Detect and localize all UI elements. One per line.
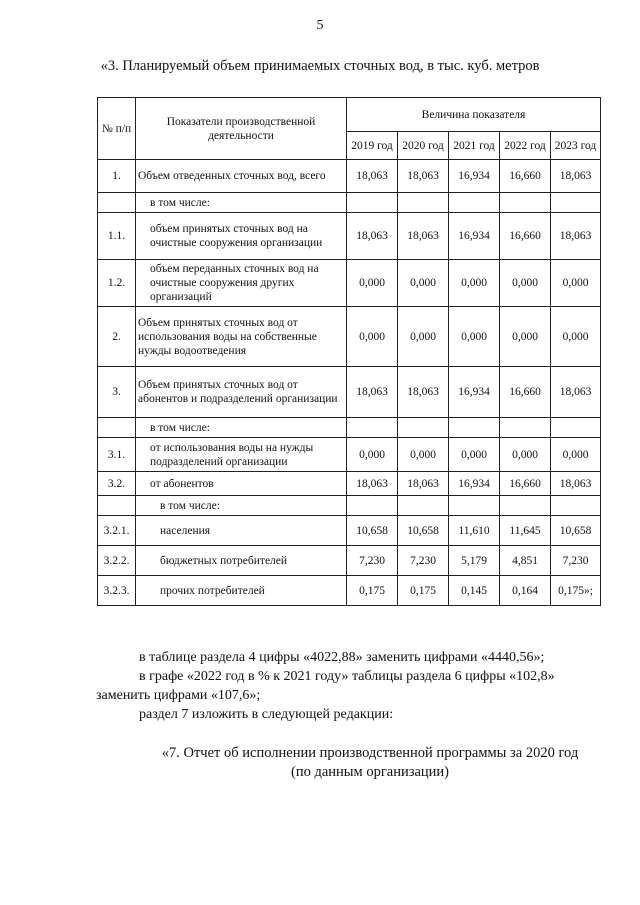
row-value: 18,063 xyxy=(551,160,601,193)
row-value: 16,660 xyxy=(500,472,551,496)
row-value xyxy=(347,418,398,438)
row-value: 0,000 xyxy=(551,307,601,367)
row-value: 18,063 xyxy=(551,213,601,260)
row-value: 0,000 xyxy=(449,438,500,472)
row-value xyxy=(500,496,551,516)
section-title: «3. Планируемый объем принимаемых сточных вод, в тыс. куб. метров xyxy=(100,58,540,74)
row-value: 7,230 xyxy=(347,546,398,576)
row-label: прочих потребителей xyxy=(136,576,347,606)
row-value: 0,000 xyxy=(551,260,601,307)
row-value: 0,175 xyxy=(347,576,398,606)
row-value: 16,660 xyxy=(500,213,551,260)
row-number xyxy=(98,193,136,213)
row-number: 1.2. xyxy=(98,260,136,307)
row-value xyxy=(398,418,449,438)
header-indicator: Показатели производственной деятельности xyxy=(136,98,347,160)
row-label: объем переданных сточных вод на очистные сооружения других организаций xyxy=(136,260,347,307)
closing-title xyxy=(140,744,600,782)
table-row xyxy=(98,496,601,516)
row-label: в том числе: xyxy=(136,418,347,438)
row-value: 18,063 xyxy=(551,472,601,496)
row-value: 16,934 xyxy=(449,213,500,260)
row-value: 4,851 xyxy=(500,546,551,576)
row-value: 18,063 xyxy=(347,213,398,260)
row-value: 0,000 xyxy=(347,260,398,307)
page-number: 5 xyxy=(316,18,324,33)
row-label: объем принятых сточных вод на очистные сооружения организации xyxy=(136,213,347,260)
paragraph-1: в таблице раздела 4 цифры «4022,88» заменить цифрами «4440,56»; xyxy=(139,650,545,665)
row-value: 10,658 xyxy=(398,516,449,546)
row-label: населения xyxy=(136,516,347,546)
row-value: 5,179 xyxy=(449,546,500,576)
table-row xyxy=(98,576,601,606)
row-value: 18,063 xyxy=(398,472,449,496)
table-row xyxy=(98,438,601,472)
table-row xyxy=(98,193,601,213)
row-number: 3.1. xyxy=(98,438,136,472)
row-value: 18,063 xyxy=(398,213,449,260)
table-row xyxy=(98,213,601,260)
row-value: 16,934 xyxy=(449,472,500,496)
row-value xyxy=(449,193,500,213)
row-value: 7,230 xyxy=(398,546,449,576)
row-value xyxy=(449,496,500,516)
row-number: 3.2. xyxy=(98,472,136,496)
table-row xyxy=(98,546,601,576)
row-value: 0,175»; xyxy=(551,576,601,606)
closing-title-line1: «7. Отчет об исполнении производственной программы за 2020 год xyxy=(161,745,579,761)
row-value xyxy=(500,418,551,438)
row-value xyxy=(551,418,601,438)
row-value xyxy=(449,418,500,438)
wastewater-table xyxy=(97,97,601,606)
row-value: 18,063 xyxy=(551,367,601,418)
paragraph-3: раздел 7 изложить в следующей редакции: xyxy=(139,707,394,722)
row-value: 0,000 xyxy=(500,260,551,307)
header-year: 2019 год xyxy=(347,132,398,160)
row-number: 2. xyxy=(98,307,136,367)
header-year: 2022 год xyxy=(500,132,551,160)
closing-title-line2: (по данным организации) xyxy=(290,764,449,780)
row-value xyxy=(347,193,398,213)
row-value: 16,660 xyxy=(500,160,551,193)
row-value: 0,000 xyxy=(500,307,551,367)
row-value xyxy=(398,496,449,516)
header-num: № п/п xyxy=(98,98,136,160)
row-value: 0,000 xyxy=(551,438,601,472)
row-value: 0,000 xyxy=(398,260,449,307)
row-label: от использования воды на нужды подразделений организации xyxy=(136,438,347,472)
row-value: 10,658 xyxy=(551,516,601,546)
header-value-group: Величина показателя xyxy=(347,98,601,132)
row-value: 0,000 xyxy=(398,307,449,367)
table-row xyxy=(98,307,601,367)
table-row xyxy=(98,472,601,496)
row-value xyxy=(398,193,449,213)
header-year: 2023 год xyxy=(551,132,601,160)
row-value: 0,175 xyxy=(398,576,449,606)
row-value: 18,063 xyxy=(398,160,449,193)
row-value: 0,000 xyxy=(347,307,398,367)
row-value xyxy=(551,496,601,516)
row-value: 18,063 xyxy=(347,472,398,496)
row-value: 18,063 xyxy=(347,367,398,418)
row-value: 18,063 xyxy=(347,160,398,193)
row-label: Объем отведенных сточных вод, всего xyxy=(136,160,347,193)
table-row xyxy=(98,418,601,438)
table-row xyxy=(98,160,601,193)
row-number: 3.2.3. xyxy=(98,576,136,606)
row-label: бюджетных потребителей xyxy=(136,546,347,576)
row-value: 0,164 xyxy=(500,576,551,606)
row-number xyxy=(98,496,136,516)
row-value: 18,063 xyxy=(398,367,449,418)
row-value: 0,000 xyxy=(449,307,500,367)
row-value: 0,145 xyxy=(449,576,500,606)
row-label: в том числе: xyxy=(136,496,347,516)
row-value: 11,645 xyxy=(500,516,551,546)
row-label: Объем принятых сточных вод от использования воды на собственные нужды водоотведения xyxy=(136,307,347,367)
row-value: 11,610 xyxy=(449,516,500,546)
row-value: 0,000 xyxy=(500,438,551,472)
row-number xyxy=(98,418,136,438)
row-value: 0,000 xyxy=(449,260,500,307)
row-value: 16,934 xyxy=(449,160,500,193)
row-value: 16,934 xyxy=(449,367,500,418)
row-value xyxy=(347,496,398,516)
row-number: 3. xyxy=(98,367,136,418)
row-number: 3.2.2. xyxy=(98,546,136,576)
table-row xyxy=(98,260,601,307)
row-value: 7,230 xyxy=(551,546,601,576)
row-value: 16,660 xyxy=(500,367,551,418)
table-row xyxy=(98,516,601,546)
row-value xyxy=(500,193,551,213)
paragraph-2: в графе «2022 год в % к 2021 году» таблицы раздела 6 цифры «102,8» заменить цифрами «107,6»; xyxy=(96,669,555,703)
row-value: 0,000 xyxy=(347,438,398,472)
header-year: 2020 год xyxy=(398,132,449,160)
row-value: 10,658 xyxy=(347,516,398,546)
row-number: 3.2.1. xyxy=(98,516,136,546)
row-label: в том числе: xyxy=(136,193,347,213)
row-label: от абонентов xyxy=(136,472,347,496)
row-number: 1.1. xyxy=(98,213,136,260)
row-value xyxy=(551,193,601,213)
row-label: Объем принятых сточных вод от абонентов и подразделений организации xyxy=(136,367,347,418)
row-value: 0,000 xyxy=(398,438,449,472)
row-number: 1. xyxy=(98,160,136,193)
header-year: 2021 год xyxy=(449,132,500,160)
table-row xyxy=(98,367,601,418)
